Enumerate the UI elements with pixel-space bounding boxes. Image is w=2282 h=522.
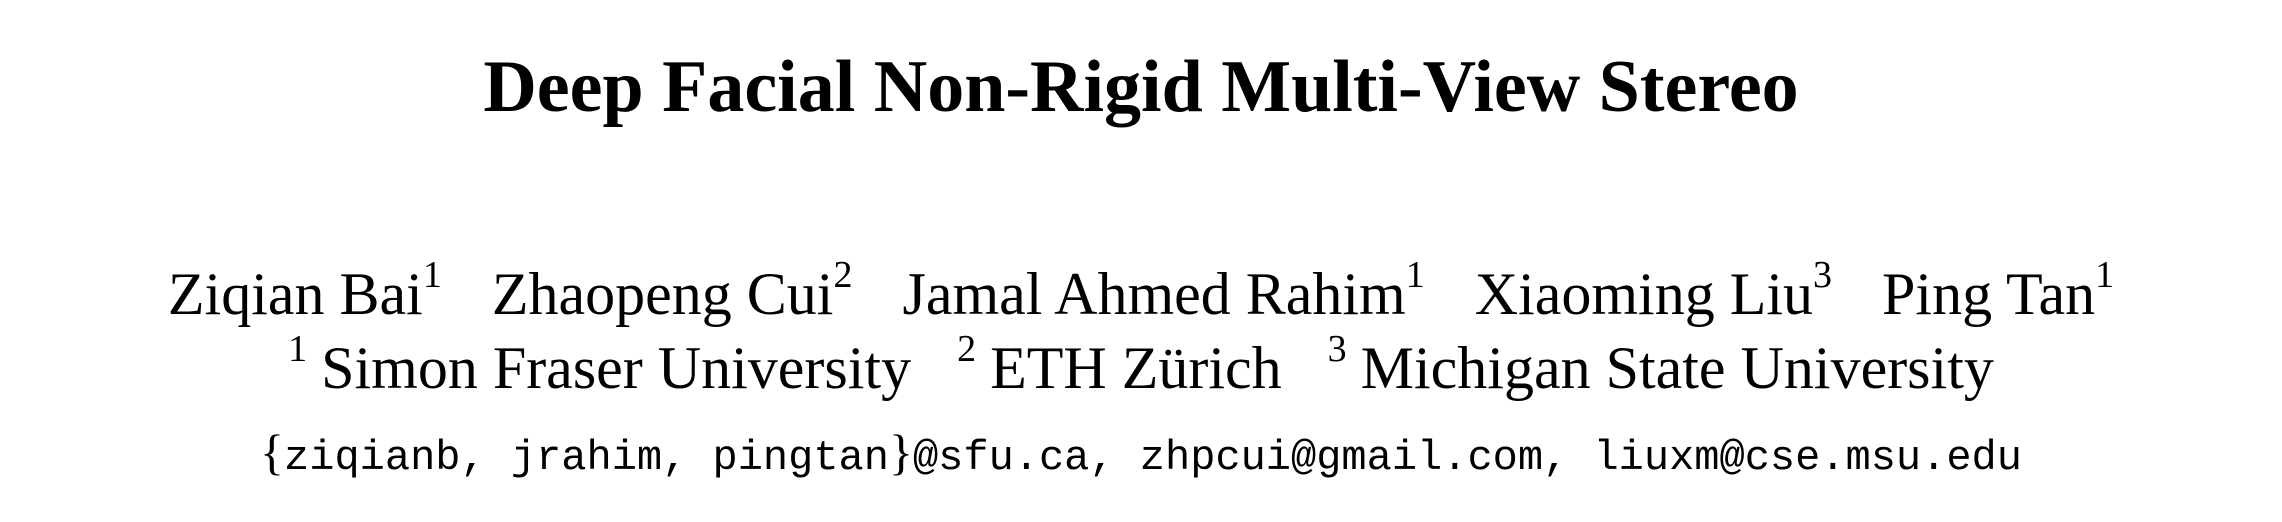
affiliation-mark: 1 [1405,254,1425,296]
affiliation-mark: 3 [1813,254,1833,296]
affiliation-mark: 1 [2095,254,2115,296]
author [491,254,853,329]
author [1882,254,2115,329]
author-name: Zhaopeng Cui [491,261,834,327]
email-users-group: ziqianb, jrahim, pingtan [284,434,889,482]
brace-close: } [888,424,913,480]
author-name: Xiaoming Liu [1474,261,1814,327]
affiliation [288,328,912,403]
brace-open: { [260,424,285,480]
affiliation-mark: 3 [1327,328,1347,370]
affiliation-name: ETH Zürich [990,335,1282,401]
email-addresses: @sfu.ca, zhpcui@gmail.com, liuxm@cse.msu.edu [912,434,2022,482]
affiliation-list [0,328,2282,403]
affiliation-mark: 2 [957,328,977,370]
affiliation [957,328,1282,403]
affiliation-mark: 1 [288,328,308,370]
author-name: Jamal Ahmed Rahim [902,261,1406,327]
author [902,254,1425,329]
author [167,254,442,329]
author-name: Ziqian Bai [167,261,423,327]
affiliation [1327,328,1994,403]
author [1474,254,1833,329]
affiliation-name: Michigan State University [1360,335,1994,401]
affiliation-mark: 1 [422,254,442,296]
author-emails [0,424,2282,486]
affiliation-name: Simon Fraser University [321,335,912,401]
paper-title: Deep Facial Non-Rigid Multi-View Stereo [483,46,1799,128]
author-list [0,254,2282,329]
author-name: Ping Tan [1882,261,2096,327]
affiliation-mark: 2 [833,254,853,296]
